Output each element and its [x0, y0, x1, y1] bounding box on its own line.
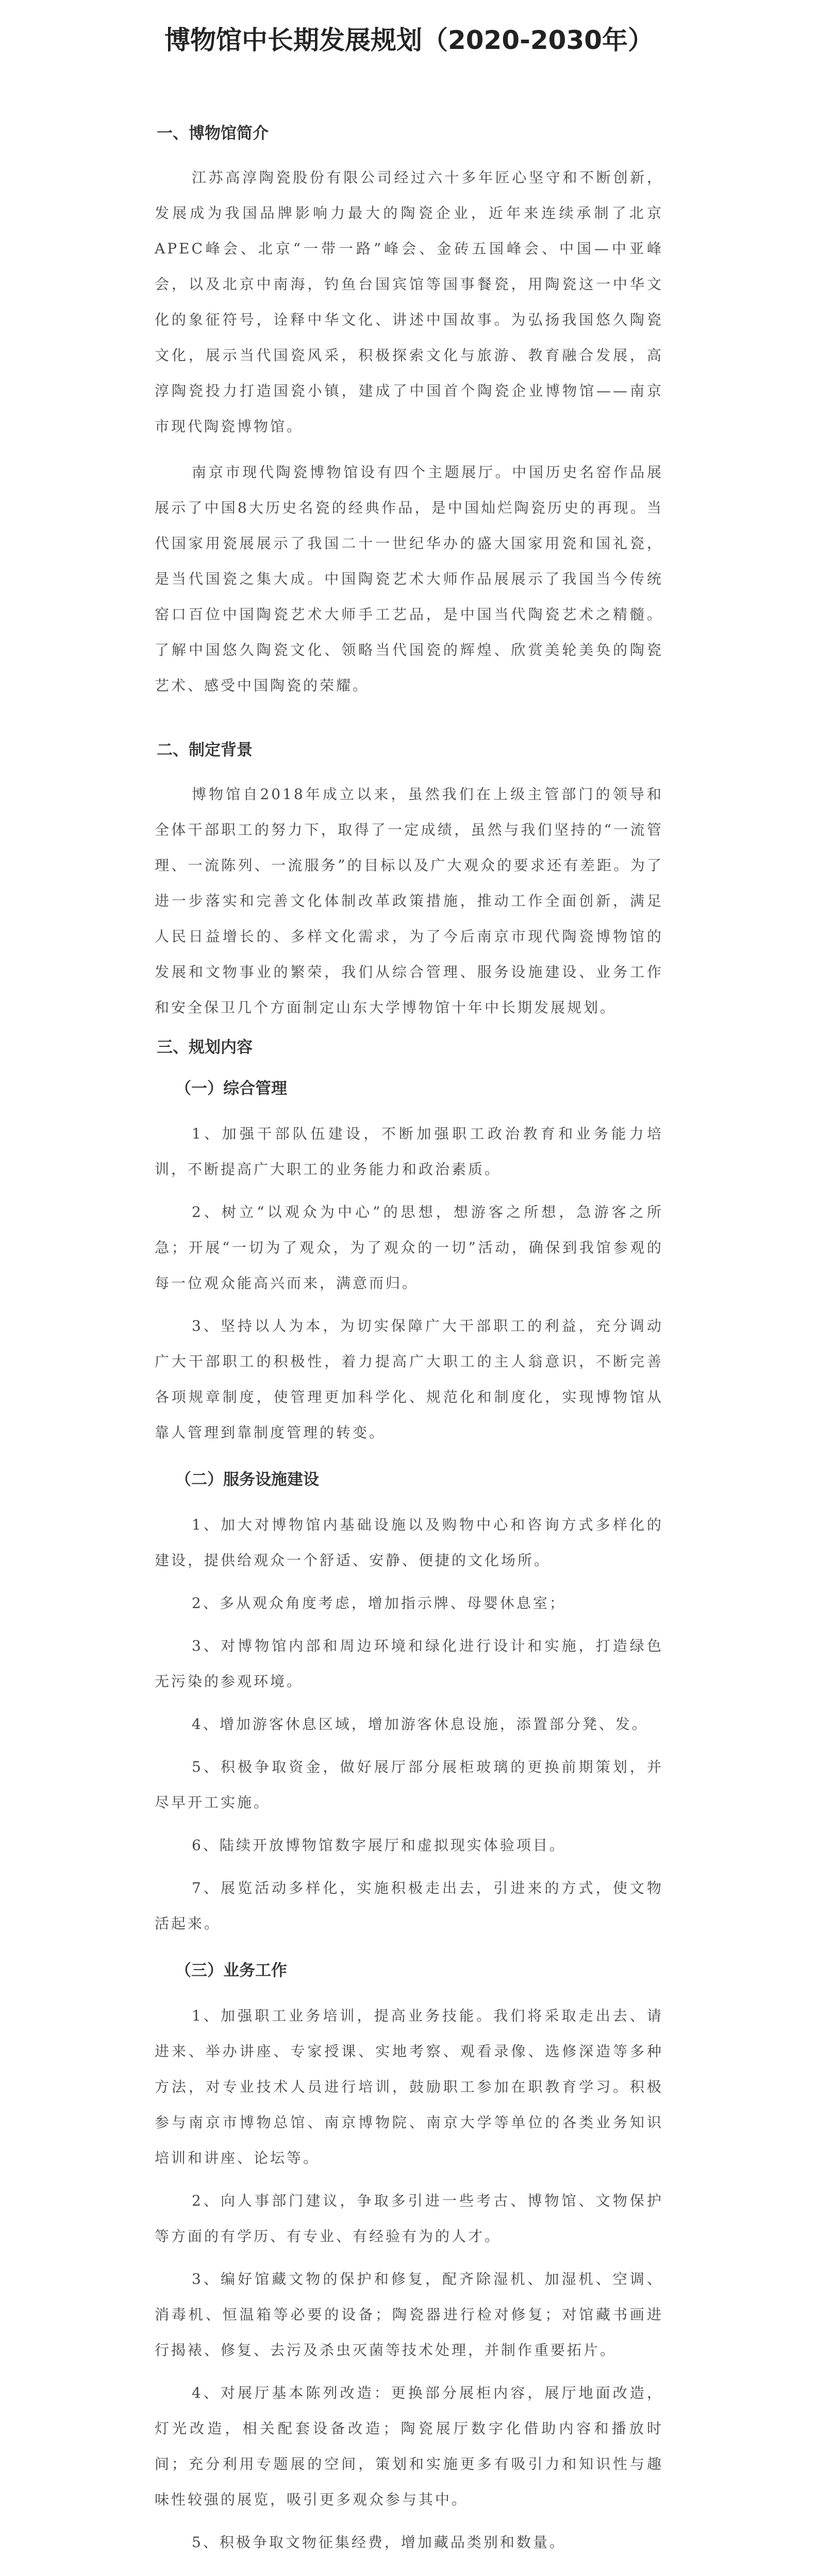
- list-item-paragraph: 5、积极争取资金，做好展厅部分展柜玻璃的更换前期策划，并尽早开工实施。: [155, 1758, 663, 1811]
- section-heading-intro: 一、博物馆简介: [157, 124, 269, 143]
- list-item-paragraph: 1、加大对博物馆内基础设施以及购物中心和咨询方式多样化的建设，提供给观众一个舒适、安静、便捷的文化场所。: [155, 1516, 663, 1569]
- list-item-paragraph: 2、向人事部门建议，争取多引进一些考古、博物馆、文物保护等方面的有学历、有专业、有经验有为的人才。: [155, 2192, 663, 2245]
- list-item-paragraph: 5、积极争取文物征集经费，增加藏品类别和数量。: [192, 2534, 566, 2551]
- list-item-paragraph: 1、加强职工业务培训，提高业务技能。我们将采取走出去、请进来、举办讲座、专家授课、实地考察、观看录像、选修深造等多种方法，对专业技术人员进行培训，鼓励职工参加在职教育学习。积极参与南京市博物总馆、南京博物院、南京大学等单位的各类业务知识培训和讲座、论坛等。: [155, 2007, 663, 2166]
- list-item-paragraph: 1、加强干部队伍建设，不断加强职工政治教育和业务能力培训，不断提高广大职工的业务能力和政治素质。: [155, 1125, 663, 1178]
- paragraph: 江苏高淳陶瓷股份有限公司经过六十多年匠心坚守和不断创新，发展成为我国品牌影响力最大的陶瓷企业，近年来连续承制了北京APEC峰会、北京“一带一路”峰会、金砖五国峰会、中国—中亚峰会，以及北京中南海，钓鱼台国宾馆等国事餐瓷，用陶瓷这一中华文化的象征符号，诠释中华文化、讲述中国故事。为弘扬我国悠久陶瓷文化，展示当代国瓷风采，积极探索文化与旅游、教育融合发展，高淳陶瓷投力打造国瓷小镇，建成了中国首个陶瓷企业博物馆——南京市现代陶瓷博物馆。: [155, 169, 663, 435]
- list-item-paragraph: 4、对展厅基本陈列改造：更换部分展柜内容，展厅地面改造，灯光改造，相关配套设备改造；陶瓷展厅数字化借助内容和播放时间；充分利用专题展的空间，策划和实施更多有吸引力和知识性与趣味性较强的展览，吸引更多观众参与其中。: [155, 2384, 663, 2508]
- document-title: 博物馆中长期发展规划（2020-2030年）: [164, 25, 654, 55]
- paragraph: 南京市现代陶瓷博物馆设有四个主题展厅。中国历史名窑作品展展示了中国8大历史名瓷的经典作品，是中国灿烂陶瓷历史的再现。当代国家用瓷展展示了我国二十一世纪华办的盛大国家用瓷和国礼瓷，是当代国瓷之集大成。中国陶瓷艺术大师作品展展示了我国当今传统窑口百位中国陶瓷艺术大师手工艺品，是中国当代陶瓷艺术之精髓。了解中国悠久陶瓷文化、领略当代国瓷的辉煌、欣赏美轮美奂的陶瓷艺术、感受中国陶瓷的荣耀。: [155, 464, 663, 694]
- section-heading-background: 二、制定背景: [157, 741, 253, 759]
- subsection-heading-operations: （三）业务工作: [175, 1961, 287, 1980]
- document-body: [0, 122, 818, 2576]
- list-item-paragraph: 3、坚持以人为本，为切实保障广大干部职工的利益，充分调动广大干部职工的积极性，着力提高广大职工的主人翁意识，不断完善各项规章制度，使管理更加科学化、规范化和制度化，实现博物馆从靠人管理到靠制度管理的转变。: [155, 1317, 663, 1441]
- list-item-paragraph: 2、多从观众角度考虑，增加指示牌、母婴休息室；: [192, 1595, 566, 1612]
- list-item-paragraph: 6、陆续开放博物馆数字展厅和虚拟现实体验项目。: [192, 1837, 566, 1854]
- paragraph: 博物馆自2018年成立以来，虽然我们在上级主管部门的领导和全体干部职工的努力下，取得了一定成绩，虽然与我们坚持的“一流管理、一流陈列、一流服务”的目标以及广大观众的要求还有差距。为了进一步落实和完善文化体制改革政策措施，推动工作全面创新，满足人民日益增长的、多样文化需求，为了今后南京市现代陶瓷博物馆的发展和文物事业的繁荣，我们从综合管理、服务设施建设、业务工作和安全保卫几个方面制定山东大学博物馆十年中长期发展规划。: [155, 786, 663, 1016]
- subsection-heading-facilities: （二）服务设施建设: [175, 1470, 319, 1489]
- list-item-paragraph: 3、编好馆藏文物的保护和修复，配齐除湿机、加湿机、空调、消毒机、恒温箱等必要的设备；陶瓷器进行检对修复；对馆藏书画进行揭裱、修复、去污及杀虫灭菌等技术处理，并制作重要拓片。: [155, 2270, 663, 2359]
- list-item-paragraph: 7、展览活动多样化，实施积极走出去，引进来的方式，使文物活起来。: [155, 1879, 663, 1932]
- list-item-paragraph: 3、对博物馆内部和周边环境和绿化进行设计和实施，打造绿色无污染的参观环境。: [155, 1637, 663, 1690]
- list-item-paragraph: 4、增加游客休息区域，增加游客休息设施，添置部分凳、发。: [192, 1716, 648, 1733]
- subsection-heading-management: （一）综合管理: [175, 1079, 287, 1098]
- section-spacer: [155, 714, 663, 738]
- list-item-paragraph: 2、树立“以观众为中心”的思想，想游客之所想，急游客之所急；开展“一切为了观众，为了观众的一切”活动，确保到我馆参观的每一位观众能高兴而来，满意而归。: [155, 1204, 663, 1292]
- section-heading-plan: 三、规划内容: [157, 1038, 253, 1057]
